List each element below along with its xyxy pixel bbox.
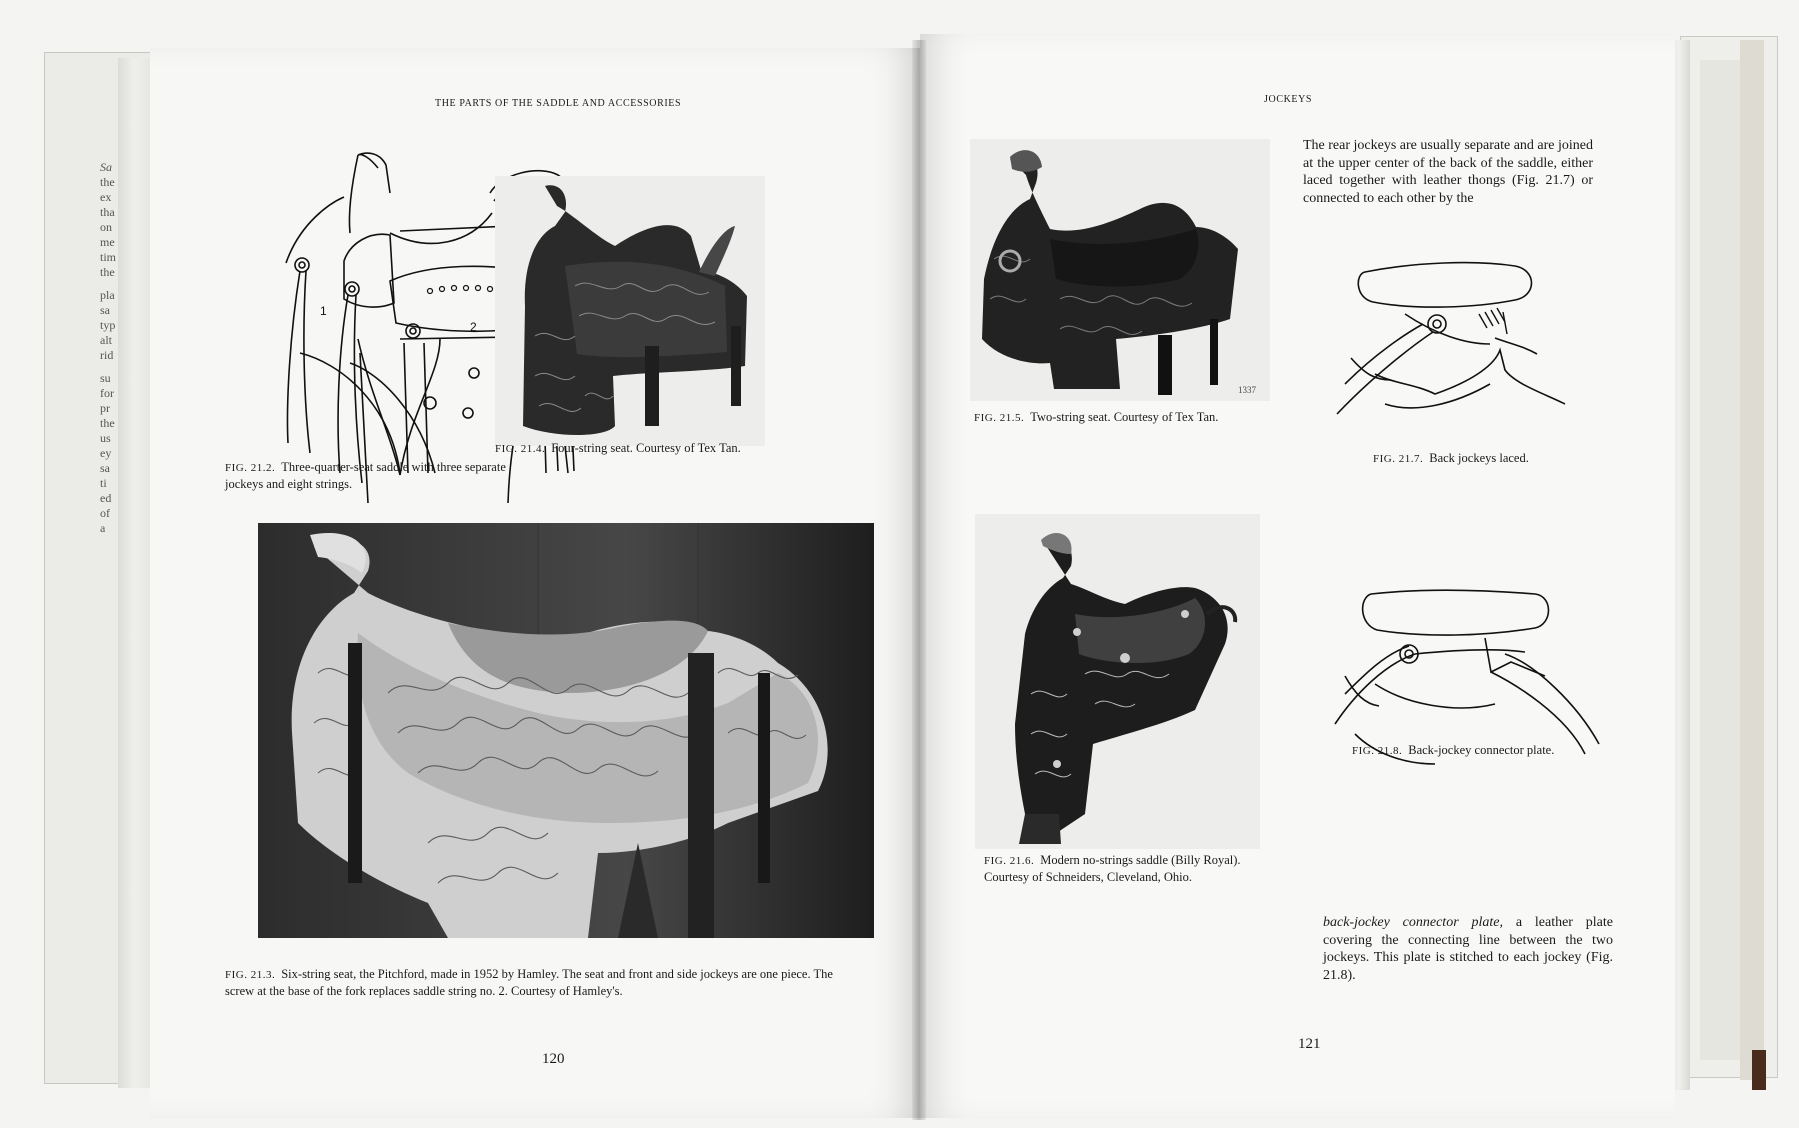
fig-21-4-label: FIG. 21.4. <box>495 443 546 455</box>
underlying-text-fragment: for <box>100 386 114 400</box>
fig-21-8-text: Back-jockey connector plate. <box>1408 743 1555 757</box>
bookmark-tab <box>1752 1050 1766 1090</box>
fig-21-3-text: Six-string seat, the Pitchford, made in 1952 by Hamley. The seat and front and side jockeys are one piece. The screw at the base of the fork replaces saddle string no. 2. Courtesy of Hamley's. <box>225 967 833 998</box>
underlying-text-fragment: a <box>100 521 106 535</box>
fig-21-6-text: Modern no-strings saddle (Billy Royal). Courtesy of Schneiders, Cleveland, Ohio. <box>984 853 1241 884</box>
right-page <box>920 34 1675 1118</box>
intro-paragraph: The rear jockeys are usually separate and are joined at the upper center of the back of the saddle, either laced together with leather thongs (Fig. 21.7) or connected to each other by the <box>1303 138 1593 206</box>
underlying-text-fragment: pr <box>100 401 110 415</box>
fig-21-2-caption <box>225 459 525 492</box>
underlying-text-fragment: ed <box>100 491 112 505</box>
underlying-text-fragment: sa <box>100 461 110 475</box>
fig-21-7-caption <box>1373 450 1593 467</box>
underlying-text-fragment: on <box>100 220 112 234</box>
underlying-text-fragment: pla <box>100 288 115 302</box>
fig-21-3-label: FIG. 21.3. <box>225 969 276 981</box>
fig-21-2-text: Three-quarter-seat saddle with three separate jockeys and eight strings. <box>225 460 506 491</box>
fig-21-2-label: FIG. 21.2. <box>225 462 276 474</box>
underlying-text-fragment: Sa <box>100 160 112 174</box>
fig-21-5-photo-mark: 1337 <box>1238 385 1256 395</box>
underlying-text-fragment: the <box>100 265 115 279</box>
right-running-head: JOCKEYS <box>1264 94 1313 105</box>
fig-21-7-text: Back jockeys laced. <box>1429 451 1529 465</box>
fig-21-5-text: Two-string seat. Courtesy of Tex Tan. <box>1030 410 1219 424</box>
underlying-text-fragment: rid <box>100 348 114 362</box>
left-page <box>150 48 920 1118</box>
fig-21-5-label: FIG. 21.5. <box>974 412 1025 424</box>
underlying-text-fragment: ex <box>100 190 112 204</box>
underlying-text-fragment: of <box>100 506 110 520</box>
underlying-text-fragment: ey <box>100 446 112 460</box>
underlying-text-fragment: tha <box>100 205 115 219</box>
definition-term: back-jockey connector plate, <box>1323 915 1503 930</box>
fig-21-8-line-drawing <box>1315 554 1615 814</box>
fig-21-7-label: FIG. 21.7. <box>1373 453 1424 465</box>
fig-21-8-label: FIG. 21.8. <box>1352 745 1403 757</box>
underlying-text-fragment: alt <box>100 333 112 347</box>
fig-21-8-caption <box>1352 742 1592 759</box>
left-running-head: THE PARTS OF THE SADDLE AND ACCESSORIES <box>435 98 682 109</box>
fig-21-3-caption <box>225 966 865 999</box>
underlying-text-fragment: me <box>100 235 115 249</box>
fig-21-6-photo <box>975 514 1260 849</box>
fig-21-5-caption <box>974 409 1274 426</box>
callout-1: 1 <box>320 304 327 318</box>
right-page-number: 121 <box>1298 1036 1321 1052</box>
underlying-text-fragment: typ <box>100 318 116 332</box>
underlying-text-fragment: the <box>100 416 115 430</box>
cover-edge <box>1740 40 1764 1080</box>
left-page-number: 120 <box>542 1051 565 1067</box>
callout-2: 2 <box>470 320 477 334</box>
underlying-text-fragment: us <box>100 431 111 445</box>
underlying-text-fragment: su <box>100 371 111 385</box>
book-gutter <box>912 40 926 1120</box>
fig-21-5-photo <box>970 139 1270 401</box>
underlying-text-fragment: the <box>100 175 115 189</box>
fig-21-6-label: FIG. 21.6. <box>984 855 1035 867</box>
fig-21-4-photo <box>495 176 765 446</box>
underlying-text-fragment: tim <box>100 250 117 264</box>
definition-text: a leather plate covering the connecting line between the two jockeys. This plate is stitched to each jockey (Fig. 21.8). <box>1323 915 1614 983</box>
underlying-text-fragment: sa <box>100 303 110 317</box>
definition-paragraph <box>1323 914 1613 984</box>
fig-21-3-photo <box>258 523 874 938</box>
fig-21-6-caption <box>984 852 1284 885</box>
underlying-text-fragment: ti <box>100 476 107 490</box>
fig-21-4-caption <box>495 440 815 457</box>
fig-21-4-text: Four-string seat. Courtesy of Tex Tan. <box>551 441 741 455</box>
